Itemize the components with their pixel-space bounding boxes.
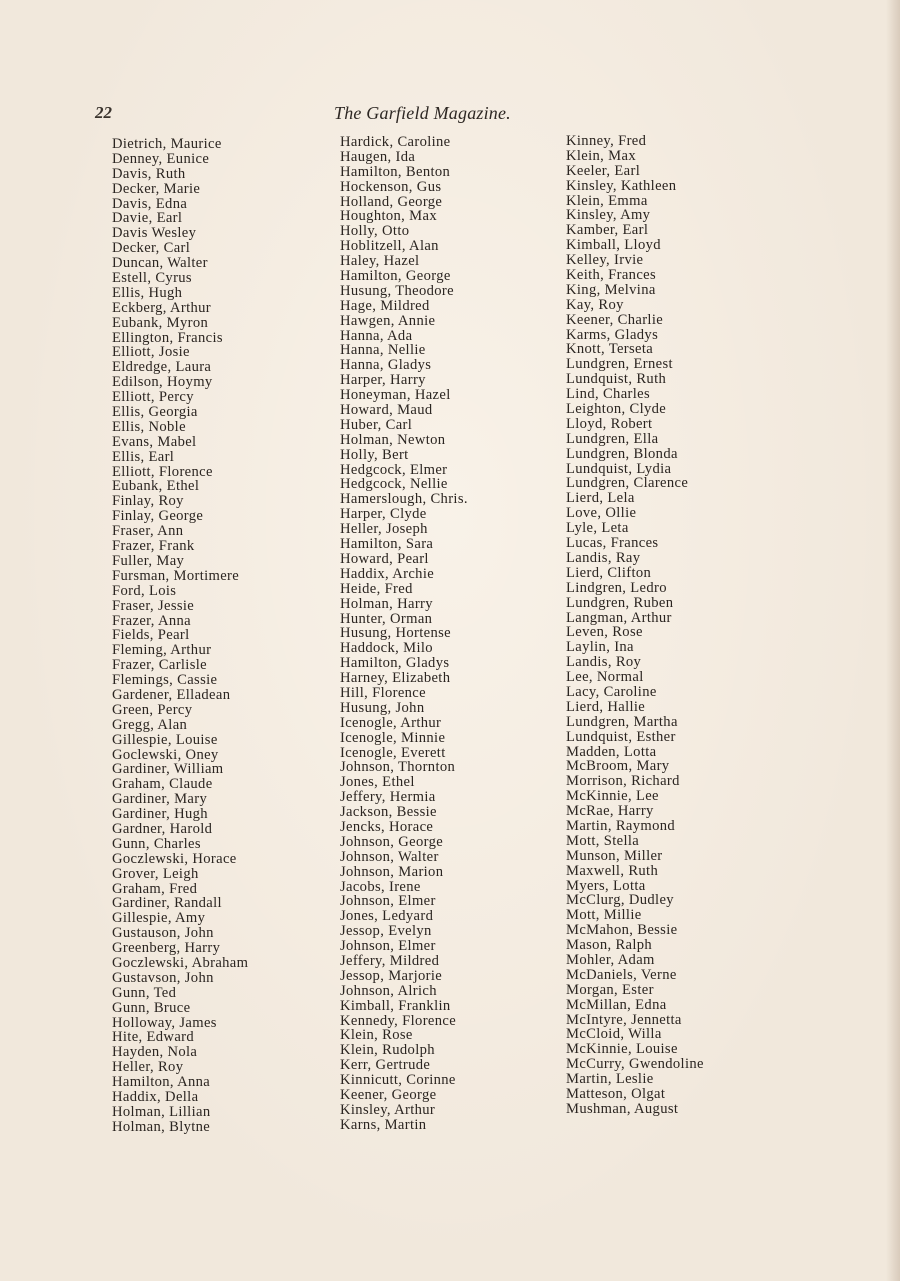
name-entry: Haddix, Archie [340,565,435,582]
name-entry: Gardiner, Hugh [112,806,208,823]
name-entry: Hamilton, Sara [340,536,434,553]
name-entry: Eubank, Ethel [112,478,200,495]
name-entry: Hamilton, Gladys [340,655,450,672]
name-entry: Lundgren, Ruben [566,594,674,611]
name-entry: Jessop, Marjorie [340,967,443,984]
name-entry: Kay, Roy [566,296,624,313]
name-entry: Grover, Leigh [112,865,199,882]
name-entry: Johnson, Marion [340,863,444,880]
name-entry: Johnson, Thornton [340,759,456,776]
name-entry: McMahon, Bessie [566,922,678,939]
name-entry: Holman, Newton [340,431,446,448]
name-entry: Hite, Edward [112,1029,195,1046]
name-entry: Ellis, Earl [112,448,175,465]
name-entry: Hamilton, Benton [340,163,451,180]
name-entry: Dietrich, Maurice [112,136,222,152]
name-entry: Holman, Harry [340,595,433,612]
name-entry: McKinnie, Lee [566,788,659,805]
name-entry: Jackson, Bessie [340,804,437,821]
name-entry: Klein, Max [566,147,636,164]
name-entry: Fields, Pearl [112,627,190,644]
name-entry: Kerr, Gertrude [340,1057,431,1074]
name-entry: Lyle, Leta [566,520,629,537]
name-entry: Langman, Arthur [566,609,672,626]
name-entry: Keeler, Earl [566,162,641,179]
name-entry: Landis, Ray [566,549,641,566]
name-entry: Klein, Emma [566,192,648,209]
name-entry: Kinsley, Amy [566,207,651,224]
name-entry: Hage, Mildred [340,297,430,314]
name-entry: Mott, Millie [566,907,642,924]
name-entry: Davie, Earl [112,210,183,227]
name-entry: Hanna, Gladys [340,357,432,374]
name-entry: Johnson, Elmer [340,893,436,910]
name-entry: Laylin, Ina [566,639,634,656]
name-entry: Fraser, Ann [112,523,184,540]
name-entry: Green, Percy [112,701,193,718]
name-entry: Kamber, Earl [566,222,649,239]
name-entry: Karns, Martin [340,1116,427,1133]
name-entry: Huber, Carl [340,416,413,433]
name-entry: Lundquist, Ruth [566,371,667,388]
name-entry: Finlay, George [112,508,204,525]
name-entry: Hill, Florence [340,684,426,701]
name-entry: McCurry, Gwendoline [566,1056,704,1073]
name-entry: Evans, Mabel [112,433,197,450]
name-entry: Hunter, Orman [340,610,433,627]
name-entry: Frazer, Anna [112,612,191,629]
name-entry: Gregg, Alan [112,716,188,733]
name-entry: Lloyd, Robert [566,415,653,432]
name-entry: Davis, Ruth [112,165,186,182]
name-entry: Ellis, Hugh [112,284,183,301]
name-entry: Husung, Theodore [340,282,454,299]
name-entry: Morrison, Richard [566,773,680,790]
name-entry: Eckberg, Arthur [112,299,212,316]
name-entry: Haley, Hazel [340,253,420,270]
name-entry: Hanna, Ada [340,327,413,344]
name-entry: Johnson, George [340,833,444,850]
name-entry: Myers, Lotta [566,877,646,894]
name-column-2 [340,135,468,1133]
name-entry: Lundquist, Lydia [566,460,672,477]
name-entry: Johnson, Elmer [340,938,436,955]
name-entry: Hamilton, Anna [112,1074,211,1091]
name-entry: Ellington, Francis [112,329,223,346]
name-entry: Hamerslough, Chris. [340,491,468,508]
page-number: 22 [95,103,112,122]
name-entry: Davis, Edna [112,195,188,212]
name-entry: Elliott, Florence [112,463,213,480]
name-entry: Gillespie, Amy [112,910,206,927]
name-entry: McRae, Harry [566,803,654,820]
name-entry: Lierd, Lela [566,490,635,507]
name-entry: Harper, Clyde [340,506,427,523]
name-entry: Duncan, Walter [112,255,208,272]
name-entry: McCloid, Willa [566,1026,662,1043]
name-entry: Denney, Eunice [112,150,210,167]
name-entry: Heller, Roy [112,1059,184,1076]
name-entry: Martin, Raymond [566,817,676,834]
name-entry: Greenberg, Harry [112,940,221,957]
name-entry: Johnson, Alrich [340,982,437,999]
name-entry: Finlay, Roy [112,493,184,510]
name-entry: McBroom, Mary [566,758,670,775]
name-entry: Landis, Roy [566,654,642,671]
name-entry: Love, Ollie [566,505,637,522]
name-entry: Matteson, Olgat [566,1086,666,1102]
name-entry: Lind, Charles [566,386,650,403]
name-entry: Knott, Terseta [566,341,654,358]
name-entry: Harney, Elizabeth [340,670,451,687]
name-entry: Goczlewski, Horace [112,850,237,867]
name-entry: Kinney, Fred [566,133,647,149]
name-entry: Mason, Ralph [566,937,653,954]
name-entry: Jeffery, Mildred [340,952,440,969]
name-entry: Icenogle, Minnie [340,729,446,746]
name-entry: Haddock, Milo [340,640,433,657]
name-entry: Goczlewski, Abraham [112,954,249,971]
magazine-title: The Garfield Magazine. [334,103,511,123]
name-entry: Jessop, Evelyn [340,923,432,940]
name-entry: Kinsley, Arthur [340,1101,436,1118]
name-entry: Gunn, Charles [112,835,201,852]
name-entry: Ellis, Georgia [112,404,198,421]
name-entry: Ellis, Noble [112,418,186,435]
name-entry: Holman, Blytne [112,1118,211,1135]
name-entry: McDaniels, Verne [566,966,677,983]
name-entry: Keith, Frances [566,267,657,284]
name-entry: Holly, Otto [340,223,410,240]
name-entry: Holland, George [340,193,443,210]
name-column-3 [566,134,704,1117]
name-entry: Klein, Rose [340,1027,413,1044]
name-entry: Graham, Fred [112,880,198,897]
name-entry: Fraser, Jessie [112,597,195,614]
name-entry: Elliott, Josie [112,344,190,361]
name-entry: Gillespie, Louise [112,731,218,748]
name-entry: Graham, Claude [112,776,213,793]
name-entry: Heide, Fred [340,580,413,597]
name-entry: Haddix, Della [112,1089,199,1105]
name-entry: Honeyman, Hazel [340,387,451,404]
name-entry: Lundgren, Martha [566,713,678,730]
name-entry: Fleming, Arthur [112,642,212,659]
name-entry: Howard, Pearl [340,550,429,567]
name-entry: Goclewski, Oney [112,746,219,763]
name-entry: Heller, Joseph [340,521,428,538]
name-entry: Mushman, August [566,1100,679,1117]
name-entry: Gunn, Bruce [112,999,191,1016]
name-entry: Harper, Harry [340,372,426,389]
name-entry: Kimball, Lloyd [566,237,661,254]
name-entry: Hardick, Caroline [340,134,451,150]
name-entry: McIntyre, Jennetta [566,1011,682,1028]
name-entry: Edilson, Hoymy [112,374,213,391]
name-entry: Husung, Hortense [340,625,451,642]
name-entry: Lundgren, Ernest [566,356,673,373]
name-entry: Hedgcock, Elmer [340,461,448,478]
name-entry: Leven, Rose [566,624,643,641]
name-entry: Keener, George [340,1087,437,1103]
name-entry: McMillan, Edna [566,996,667,1013]
name-entry: Lierd, Hallie [566,698,646,715]
name-entry: Lundgren, Ella [566,430,659,447]
name-entry: Kinsley, Kathleen [566,177,677,194]
name-entry: Gardiner, Mary [112,791,208,808]
page-edge-shading [886,0,900,1281]
name-entry: Klein, Rudolph [340,1042,435,1059]
name-entry: Lierd, Clifton [566,564,652,581]
name-entry: McKinnie, Louise [566,1041,678,1058]
name-entry: Gardner, Harold [112,820,213,837]
name-entry: Mohler, Adam [566,951,655,968]
name-entry: Holloway, James [112,1014,217,1031]
name-entry: Morgan, Ester [566,981,654,998]
name-entry: Gunn, Ted [112,984,177,1001]
name-entry: Fuller, May [112,552,185,569]
name-entry: Lindgren, Ledro [566,579,667,596]
name-entry: Jones, Ledyard [340,908,434,925]
name-entry: Lundquist, Esther [566,728,676,745]
name-entry: Madden, Lotta [566,743,657,760]
name-entry: Hawgen, Annie [340,312,436,329]
name-entry: Jacobs, Irene [340,878,421,895]
name-entry: Kimball, Franklin [340,997,451,1014]
name-entry: Karms, Gladys [566,326,659,343]
name-entry: Hayden, Nola [112,1044,198,1061]
name-entry: Lundgren, Clarence [566,475,689,492]
name-entry: Flemings, Cassie [112,672,218,689]
name-entry: Mott, Stella [566,832,640,849]
page-header [0,103,900,127]
name-entry: Gustauson, John [112,925,214,942]
name-entry: Eubank, Myron [112,314,209,331]
name-entry: McClurg, Dudley [566,892,674,909]
name-entry: Johnson, Walter [340,848,439,865]
name-entry: Hoblitzell, Alan [340,238,439,255]
name-entry: Hanna, Nellie [340,342,426,359]
name-entry: Ford, Lois [112,582,177,599]
name-entry: Kelley, Irvie [566,252,644,269]
name-entry: Fursman, Mortimere [112,567,240,584]
name-entry: King, Melvina [566,281,656,298]
name-entry: Husung, John [340,699,425,716]
name-entry: Haugen, Ida [340,148,416,165]
name-entry: Decker, Carl [112,240,191,257]
name-entry: Leighton, Clyde [566,401,667,418]
name-entry: Howard, Maud [340,402,433,419]
name-entry: Holly, Bert [340,446,409,463]
name-entry: Icenogle, Everett [340,744,446,761]
name-entry: Gardener, Elladean [112,686,231,703]
name-entry: Munson, Miller [566,847,663,864]
name-entry: Houghton, Max [340,208,437,225]
name-entry: Lundgren, Blonda [566,445,678,462]
name-entry: Gardiner, Randall [112,895,222,912]
name-entry: Kennedy, Florence [340,1012,457,1029]
name-entry: Martin, Leslie [566,1071,654,1088]
name-entry: Davis Wesley [112,225,197,242]
name-entry: Holman, Lillian [112,1103,211,1120]
name-entry: Frazer, Frank [112,538,195,555]
name-entry: Hedgcock, Nellie [340,476,448,493]
name-entry: Lucas, Frances [566,535,659,552]
name-entry: Elliott, Percy [112,389,194,406]
name-entry: Maxwell, Ruth [566,862,659,879]
name-entry: Icenogle, Arthur [340,714,442,731]
name-entry: Gustavson, John [112,969,214,986]
name-entry: Kinnicutt, Corinne [340,1072,456,1089]
name-entry: Estell, Cyrus [112,270,192,287]
name-entry: Decker, Marie [112,180,201,197]
name-entry: Gardiner, William [112,761,224,778]
name-entry: Jeffery, Hermia [340,789,436,806]
name-entry: Hamilton, George [340,268,451,285]
name-entry: Frazer, Carlisle [112,657,207,674]
name-entry: Eldredge, Laura [112,359,212,376]
name-entry: Jencks, Horace [340,818,434,835]
name-entry: Lacy, Caroline [566,683,657,700]
name-entry: Hockenson, Gus [340,178,442,195]
name-column-1 [112,137,248,1135]
name-entry: Lee, Normal [566,669,644,686]
name-entry: Keener, Charlie [566,311,664,328]
name-entry: Jones, Ethel [340,774,415,791]
